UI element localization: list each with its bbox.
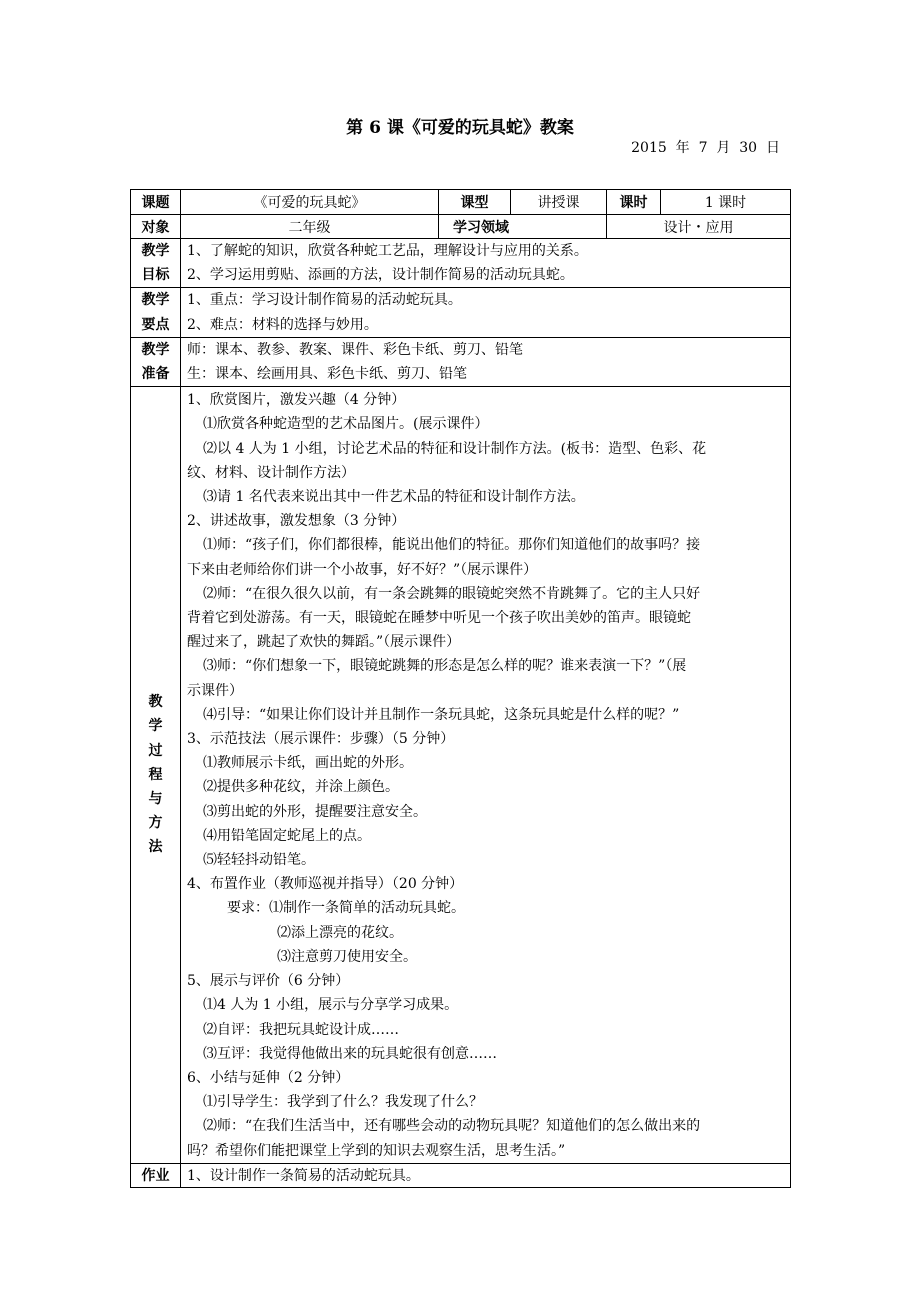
type-value: 讲授课	[511, 190, 607, 215]
prep-item: 生：课本、绘画用具、彩色卡纸、剪刀、铅笔	[187, 366, 467, 383]
label-process-char: 过	[148, 742, 163, 759]
row-goals	[131, 239, 791, 288]
process-content	[181, 387, 791, 1164]
process-line: ⑵以 4 人为 1 小组，讨论艺术品的特征和设计制作方法。(板书：造型、色彩、花	[203, 440, 707, 457]
page-title: 第 6 课《可爱的玩具蛇》教案	[346, 118, 574, 138]
process-line: 2、讲述故事，激发想象（3 分钟）	[187, 513, 406, 530]
label-goals-a: 教学	[141, 243, 170, 259]
lesson-date: 2015 年 7 月 30 日	[631, 140, 780, 156]
process-line: ⑶互评：我觉得他做出来的玩具蛇很有创意……	[203, 1045, 497, 1062]
key-points-list	[181, 288, 791, 337]
label-key-points-b: 要点	[141, 316, 170, 333]
label-process-char: 学	[148, 718, 163, 735]
process-line: ⑶注意剪刀使用安全。	[277, 948, 417, 965]
label-process-char: 与	[148, 791, 163, 808]
prep-list	[181, 337, 791, 386]
row-homework	[131, 1163, 791, 1187]
process-line: ⑴引导学生：我学到了什么？我发现了什么？	[203, 1094, 483, 1111]
label-prep	[131, 337, 181, 386]
lesson-plan-table	[130, 189, 791, 1188]
label-hours: 课时	[607, 190, 661, 215]
label-topic: 课题	[131, 190, 181, 215]
label-target: 对象	[131, 215, 181, 239]
row-process	[131, 387, 791, 1164]
process-line: ⑶请 1 名代表来说出其中一件艺术品的特征和设计制作方法。	[203, 489, 585, 506]
process-line: 示课件）	[187, 682, 243, 699]
goals-list	[181, 239, 791, 288]
process-line: ⑴教师展示卡纸，画出蛇的外形。	[203, 755, 413, 772]
process-line: ⑴欣赏各种蛇造型的艺术品图片。(展示课件）	[203, 416, 489, 433]
topic-value: 《可爱的玩具蛇》	[181, 190, 439, 215]
field-value: 设计・应用	[607, 215, 791, 239]
key-point-item: 2、难点：材料的选择与妙用。	[187, 316, 378, 333]
label-homework: 作业	[131, 1163, 181, 1187]
label-prep-b: 准备	[141, 366, 170, 383]
process-line: ⑵师：“在很久很久以前，有一条会跳舞的眼镜蛇突然不肯跳舞了。它的主人只好	[203, 585, 701, 602]
label-field: 学习领域	[439, 215, 607, 239]
process-line: 1、欣赏图片，激发兴趣（4 分钟）	[187, 392, 406, 409]
process-line: 要求：⑴制作一条简单的活动玩具蛇。	[227, 900, 465, 917]
label-process-char: 程	[148, 766, 163, 783]
target-value: 二年级	[181, 215, 439, 239]
hours-value: 1 课时	[661, 190, 791, 215]
process-line: ⑴4 人为 1 小组，展示与分享学习成果。	[203, 997, 459, 1014]
row-key-points	[131, 288, 791, 337]
label-process-char: 方	[148, 815, 163, 832]
process-line: 4、布置作业（教师巡视并指导）（20 分钟）	[187, 876, 464, 893]
goal-item: 2、学习运用剪贴、添画的方法，设计制作简易的活动玩具蛇。	[187, 267, 574, 284]
prep-item: 师：课本、教参、教案、课件、彩色卡纸、剪刀、铅笔	[187, 341, 523, 358]
label-process-char: 教	[148, 694, 163, 711]
process-line: ⑶师：“你们想象一下，眼镜蛇跳舞的形态是怎么样的呢？谁来表演一下？”（展	[203, 658, 687, 675]
label-type: 课型	[439, 190, 511, 215]
process-line: ⑸轻轻抖动铅笔。	[203, 852, 315, 869]
key-point-item: 1、重点：学习设计制作简易的活动蛇玩具。	[187, 292, 462, 309]
process-line: ⑵自评：我把玩具蛇设计成……	[203, 1021, 399, 1038]
label-prep-a: 教学	[141, 341, 170, 358]
goal-item: 1、了解蛇的知识，欣赏各种蛇工艺品，理解设计与应用的关系。	[187, 243, 588, 259]
process-line: ⑷引导：“如果让你们设计并且制作一条玩具蛇，这条玩具蛇是什么样的呢？”	[203, 706, 680, 723]
label-key-points-a: 教学	[141, 292, 170, 309]
label-key-points	[131, 288, 181, 337]
process-line: 背着它到处游荡。有一天，眼镜蛇在睡梦中听见一个孩子吹出美妙的笛声。眼镜蛇	[187, 610, 691, 627]
label-process	[131, 387, 181, 1164]
row-topic	[131, 190, 791, 215]
process-line: 3、示范技法（展示课件：步骤）（5 分钟）	[187, 731, 455, 748]
row-prep	[131, 337, 791, 386]
process-line: 纹、材料、设计制作方法）	[187, 464, 355, 481]
label-process-char: 法	[148, 839, 163, 856]
label-goals	[131, 239, 181, 288]
process-line: ⑵师：“在我们生活当中，还有哪些会动的动物玩具呢？知道他们的怎么做出来的	[203, 1118, 701, 1135]
process-line: ⑵提供多种花纹，并涂上颜色。	[203, 779, 399, 796]
process-line: 下来由老师给你们讲一个小故事，好不好？”（展示课件）	[187, 561, 538, 578]
homework-value: 1、设计制作一条简易的活动蛇玩具。	[181, 1163, 791, 1187]
process-line: 吗？希望你们能把课堂上学到的知识去观察生活，思考生活。”	[187, 1142, 566, 1159]
process-line: ⑶剪出蛇的外形，提醒要注意安全。	[203, 803, 427, 820]
label-goals-b: 目标	[141, 267, 170, 284]
process-line: ⑵添上漂亮的花纹。	[277, 924, 403, 941]
process-line: ⑷用铅笔固定蛇尾上的点。	[203, 827, 371, 844]
process-line: 6、小结与延伸（2 分钟）	[187, 1069, 350, 1086]
process-line: 醒过来了，跳起了欢快的舞蹈。”（展示课件）	[187, 634, 461, 651]
process-line: 5、展示与评价（6 分钟）	[187, 973, 350, 990]
process-line: ⑴师：“孩子们，你们都很棒，能说出他们的特征。那你们知道他们的故事吗？接	[203, 537, 701, 554]
row-target	[131, 215, 791, 239]
